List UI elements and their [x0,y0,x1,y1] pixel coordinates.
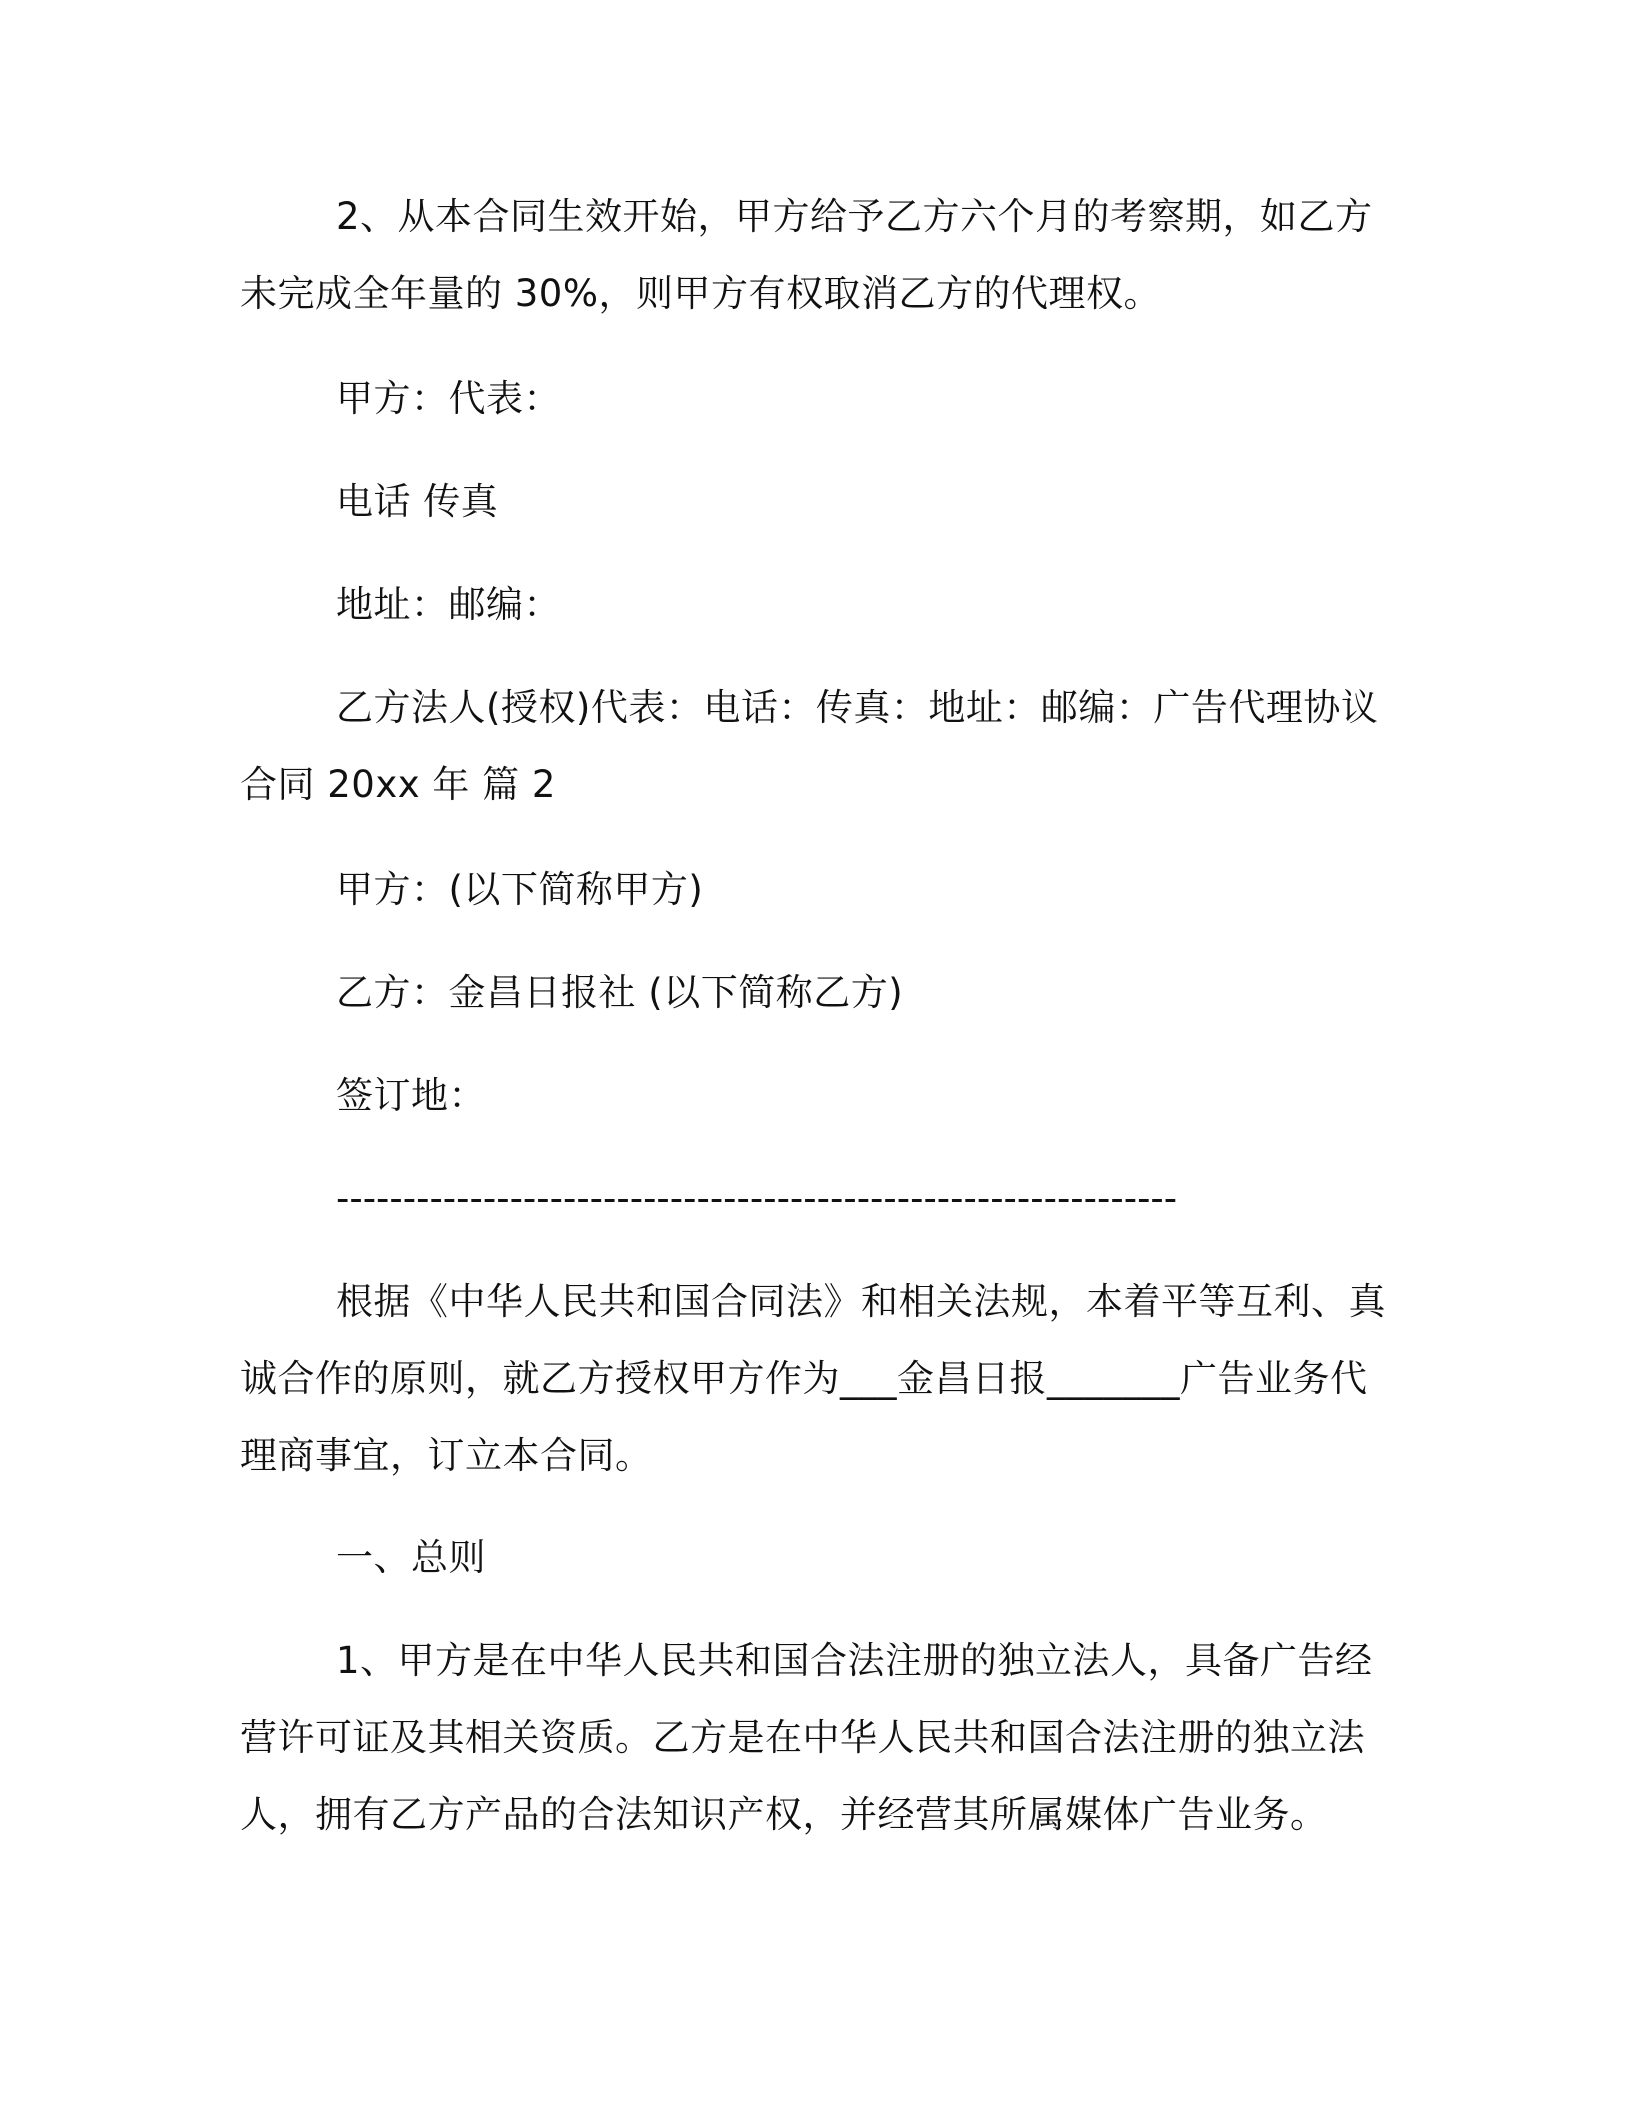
paragraph-party-b-details: 乙方法人(授权)代表：电话：传真：地址：邮编：广告代理协议合同 20xx 年 篇 2 [240,686,1379,806]
paragraph-clause-2: 2、从本合同生效开始，甲方给予乙方六个月的考察期，如乙方未完成全年量的 30%，则甲方有权取消乙方的代理权。 [240,195,1373,315]
section-heading-general: 一、总则 [336,1536,486,1579]
paragraph-address-postcode: 地址：邮编： [336,583,561,626]
paragraph-party-a-representative: 甲方：代表： [336,377,561,420]
paragraph-preamble: 根据《中华人民共和国合同法》和相关法规，本着平等互利、真诚合作的原则，就乙方授权甲方作为___金昌日报_______广告业务代理商事宜，订立本合同。 [240,1280,1386,1477]
paragraph-party-b: 乙方：金昌日报社 (以下简称乙方) [336,971,904,1014]
paragraph-signing-place: 签订地： [336,1074,486,1117]
paragraph-party-a: 甲方：(以下简称甲方) [336,868,704,911]
paragraph-general-clause-1: 1、甲方是在中华人民共和国合法注册的独立法人，具备广告经营许可证及其相关资质。乙方是在中华人民共和国合法注册的独立法人，拥有乙方产品的合法知识产权，并经营其所属媒体广告业务。 [240,1639,1373,1836]
divider-dashes: --------------------------------------------------------------- [336,1177,1178,1220]
paragraph-phone-fax: 电话 传真 [336,480,499,523]
